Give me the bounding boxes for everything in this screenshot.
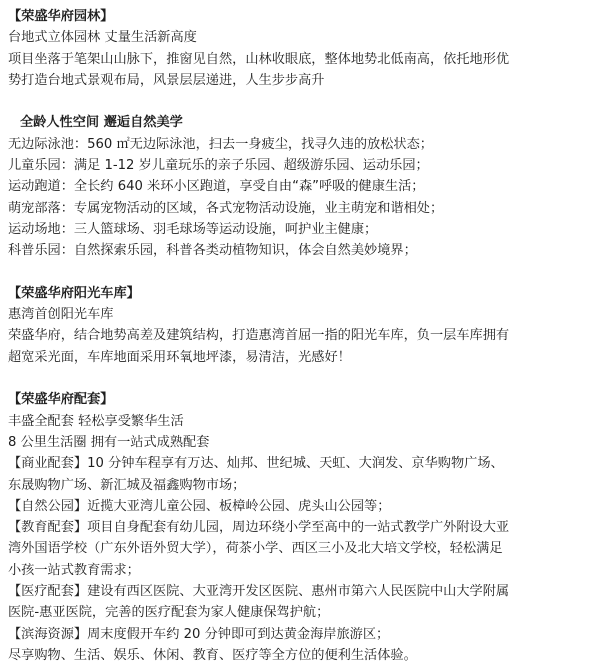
paragraph-line: 项目坐落于笔架山山脉下，推窗见自然，山林收眼底，整体地势北低南高，依托地形优 — [8, 51, 510, 67]
spacer — [8, 91, 598, 112]
section-title-space: 全龄人性空间 邂逅自然美学 — [20, 115, 183, 131]
list-item: 无边际泳池：560 ㎡无边际泳池，扫去一身疲尘，找寻久违的放松状态； — [8, 136, 433, 152]
paragraph-line: 超宽采光面，车库地面采用环氧地坪漆，易清洁，光感好！ — [8, 349, 351, 365]
list-item: 萌宠部落：专属宠物活动的区域，各式宠物活动设施，业主萌宠和谐相处； — [8, 200, 444, 216]
section-subtitle-garden: 台地式立体园林 丈量生活新高度 — [8, 30, 197, 46]
paragraph-line: 【医疗配套】建设有西区医院、大亚湾开发区医院、惠州市第六人民医院中山大学附属 — [8, 584, 510, 600]
paragraph-line: 医院-惠亚医院，完善的医疗配套为家人健康保驾护航； — [8, 605, 330, 621]
paragraph-line: 8 公里生活圈 拥有一站式成熟配套 — [8, 434, 210, 450]
paragraph-line: 荣盛华府，结合地势高差及建筑结构，打造惠湾首屈一指的阳光车库，负一层车库拥有 — [8, 328, 510, 344]
paragraph-line: 丰盛全配套 轻松享受繁华生活 — [8, 413, 184, 429]
section-subtitle-garage: 惠湾首创阳光车库 — [8, 307, 114, 323]
list-item: 运动跑道：全长约 640 米环小区跑道，享受自由“森”呼吸的健康生活； — [8, 179, 425, 195]
list-item: 运动场地：三人篮球场、羽毛球场等运动设施，呵护业主健康； — [8, 221, 378, 237]
paragraph-line: 【滨海资源】周末度假开车约 20 分钟即可到达黄金海岸旅游区； — [8, 626, 390, 642]
section-title-facilities: 【荣盛华府配套】 — [8, 392, 114, 408]
spacer — [8, 262, 598, 283]
article — [8, 6, 598, 666]
paragraph-line: 尽享购物、生活、娱乐、休闲、教育、医疗等全方位的便利生活体验。 — [8, 647, 417, 663]
paragraph-line: 【教育配套】项目自身配套有幼儿园，周边环绕小学至高中的一站式教学广外附设大亚 — [8, 520, 510, 536]
section-title-garage: 【荣盛华府阳光车库】 — [8, 285, 140, 301]
paragraph-line: 湾外国语学校（广东外语外贸大学），荷茶小学、西区三小及北大培文学校，轻松满足 — [8, 541, 503, 557]
paragraph-line: 势打造台地式景观布局，风景层层递进，人生步步高升 — [8, 72, 325, 88]
paragraph-line: 【自然公园】近揽大亚湾儿童公园、板樟岭公园、虎头山公园等； — [8, 498, 391, 514]
paragraph-line: 东晟购物广场、新汇城及福鑫购物市场； — [8, 477, 246, 493]
list-item: 儿童乐园：满足 1-12 岁儿童玩乐的亲子乐园、超级游乐园、运动乐园； — [8, 158, 429, 174]
section-title-garden: 【荣盛华府园林】 — [8, 9, 114, 24]
paragraph-line: 小孩一站式教育需求； — [8, 562, 140, 578]
spacer — [8, 368, 598, 389]
paragraph-line: 【商业配套】10 分钟车程享有万达、灿邦、世纪城、天虹、大润发、京华购物广场、 — [8, 456, 504, 472]
list-item: 科普乐园：自然探索乐园，科普各类动植物知识，体会自然美妙境界； — [8, 243, 417, 259]
